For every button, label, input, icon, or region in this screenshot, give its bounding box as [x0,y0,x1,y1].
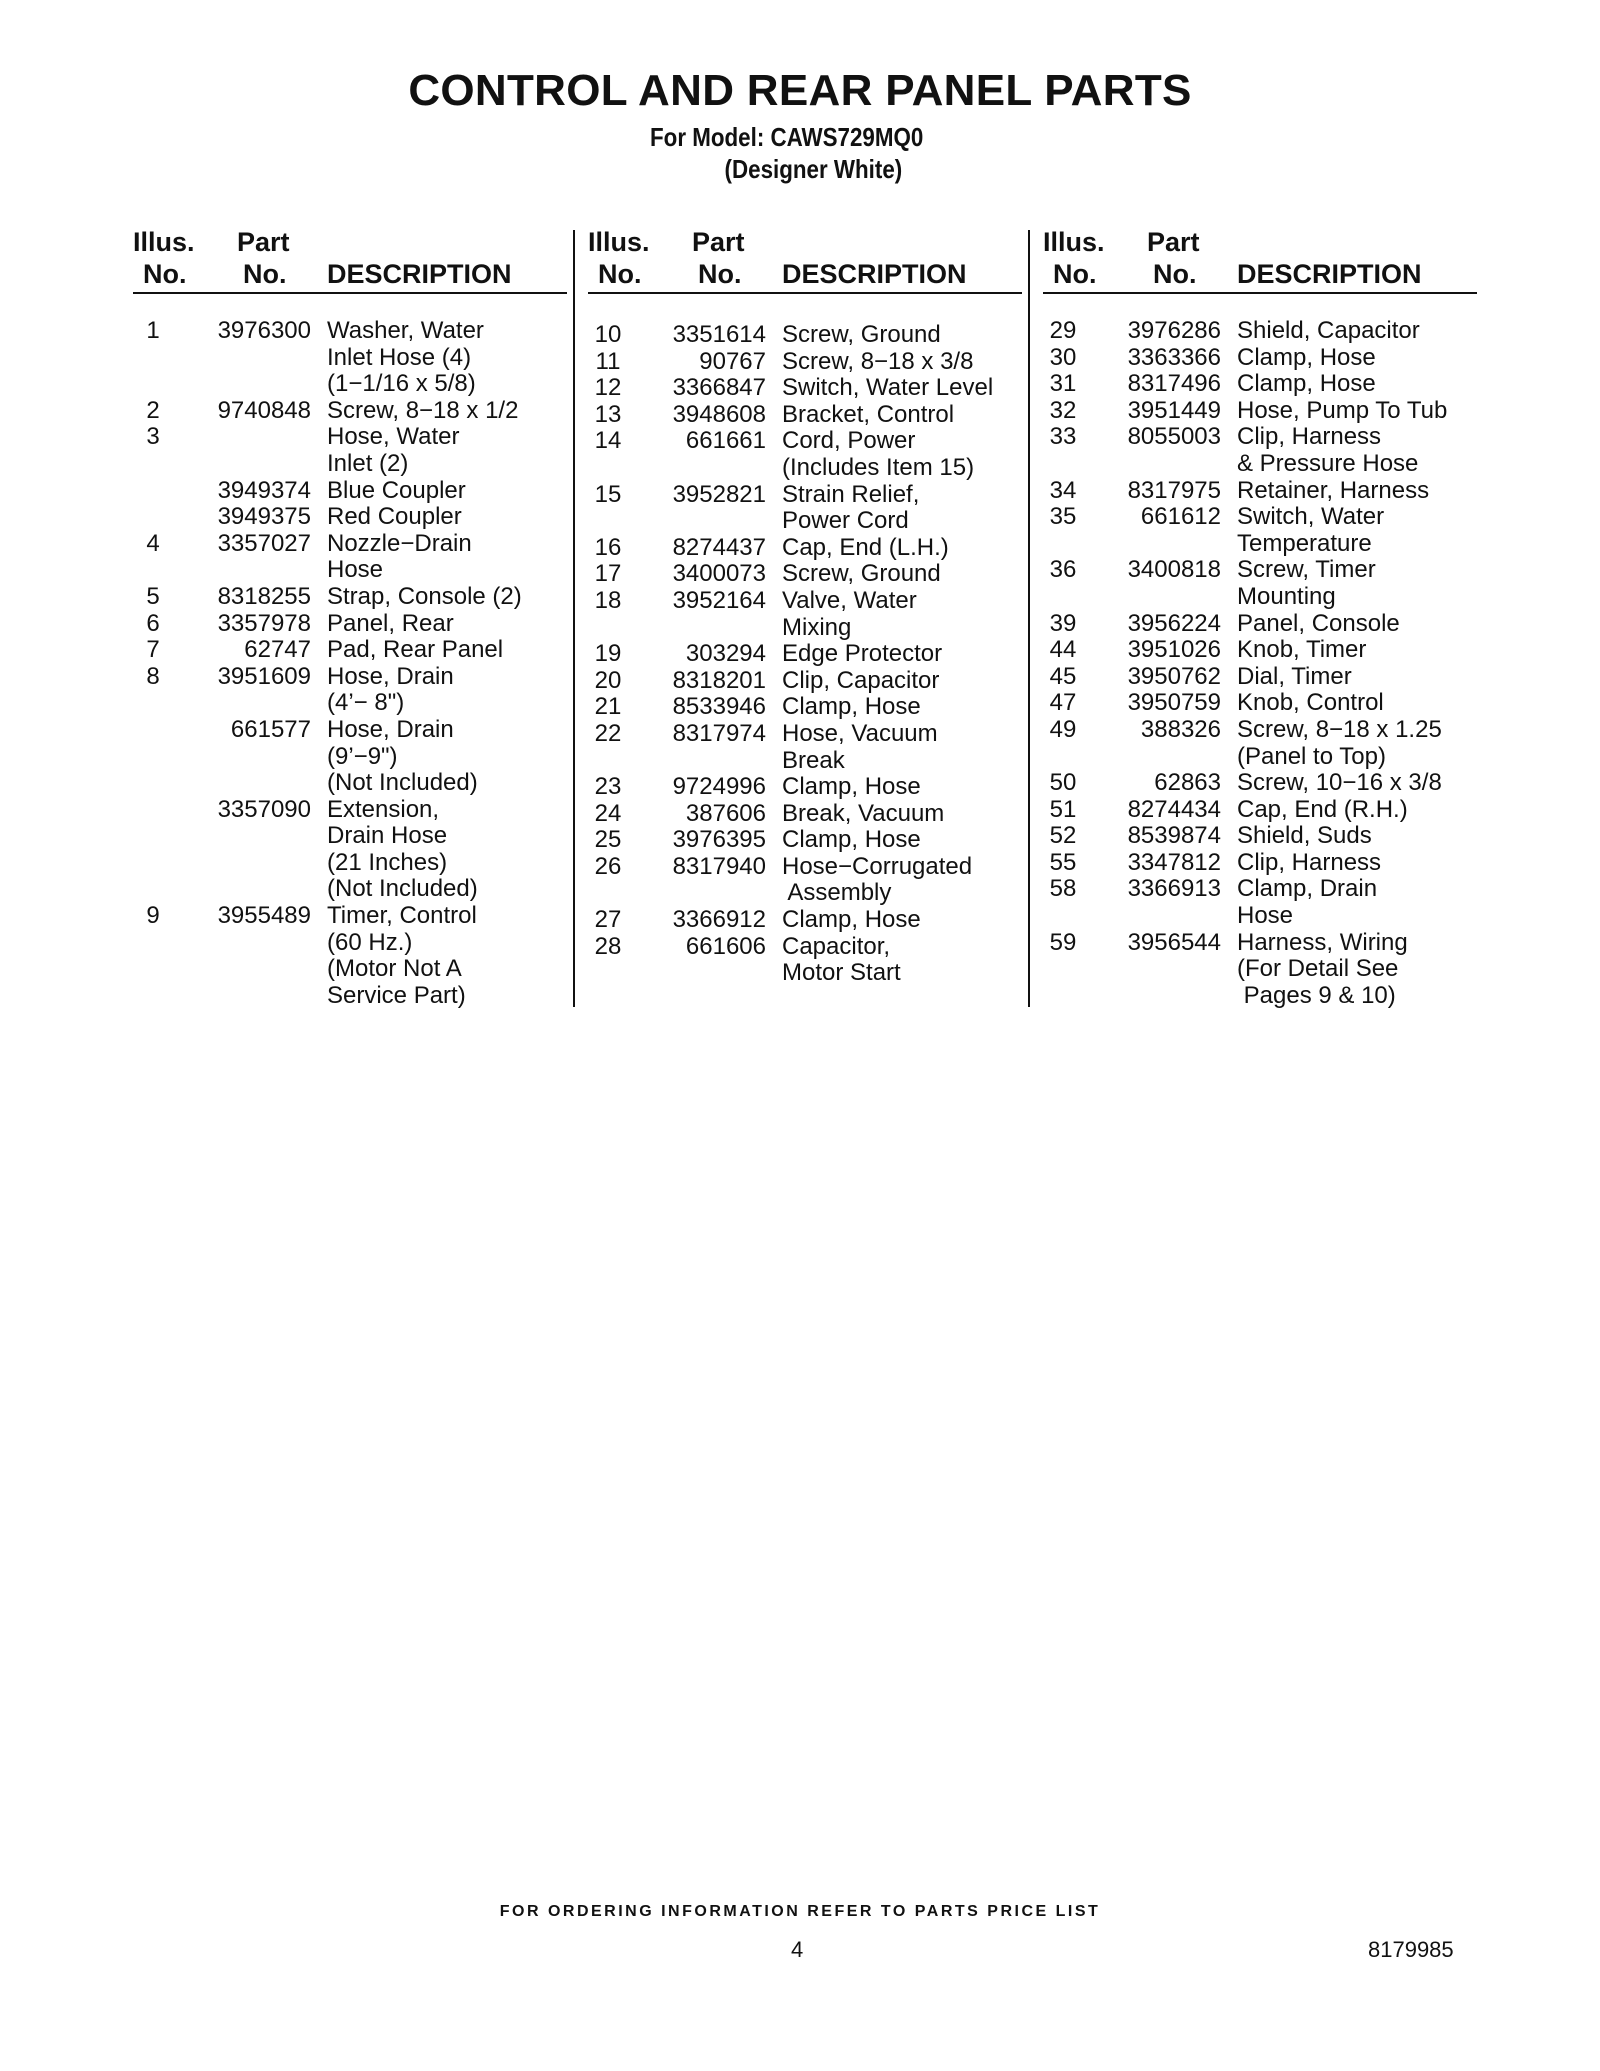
part-row [588,322,1018,349]
illus-number: 12 [594,374,622,402]
part-row [588,402,1018,429]
parts-column-2 [588,224,1018,987]
part-row [1043,930,1473,1010]
part-row [133,318,563,398]
part-description: Shield, Capacitor [1237,317,1420,344]
part-description: Retainer, Harness [1237,476,1430,504]
part-row [133,637,563,664]
part-number: 3951609 [217,662,311,690]
part-number: 3952164 [672,586,766,614]
part-row [1043,850,1473,877]
part-number: 387606 [685,799,766,827]
part-description: Valve, Water Mixing [782,586,917,641]
part-number: 62863 [1154,769,1221,797]
illus-number: 49 [1049,715,1077,743]
part-description: Panel, Console [1237,609,1400,637]
part-row [1043,690,1473,717]
part-description: Hose, Pump To Tub [1237,396,1448,424]
part-number: 661661 [685,427,766,455]
illus-number: 51 [1049,795,1077,823]
part-description: Cap, End (R.H.) [1237,795,1408,823]
illus-number: 44 [1049,636,1077,664]
part-number: 62747 [244,636,311,664]
part-number: 3357090 [217,795,311,823]
illus-number: 17 [594,560,622,588]
part-number: 3366847 [672,374,766,402]
illus-number: 52 [1049,822,1077,850]
part-number: 3951449 [1127,396,1221,424]
illus-number: 15 [594,480,622,508]
part-row [1043,876,1473,929]
part-number: 8274434 [1127,795,1221,823]
illus-number: 1 [146,317,160,344]
part-number: 3955489 [217,902,311,930]
part-number: 3949374 [217,476,311,504]
part-number: 8055003 [1127,423,1221,451]
part-number: 8274437 [672,533,766,561]
parts-column-3 [1043,224,1473,1009]
illus-number: 59 [1049,928,1077,956]
column-header [133,224,567,294]
illus-number: 18 [594,586,622,614]
part-number: 8533946 [672,693,766,721]
part-number: 8318255 [217,582,311,610]
part-number: 8539874 [1127,822,1221,850]
part-number: 3950762 [1127,662,1221,690]
part-number: 661606 [685,932,766,960]
illus-number: 5 [146,582,160,610]
ordering-footer: FOR ORDERING INFORMATION REFER TO PARTS PRICE LIST [499,1903,1101,1920]
page-title: CONTROL AND REAR PANEL PARTS [408,66,1192,115]
illus-number: 45 [1049,662,1077,690]
document-number: 8179985 [1368,1937,1454,1962]
part-row [1043,398,1473,425]
part-number: 3357978 [217,609,311,637]
part-row [1043,664,1473,691]
part-number: 3347812 [1127,848,1221,876]
illus-number: 27 [594,906,622,934]
part-row [133,531,563,584]
part-description: Nozzle−Drain Hose [327,529,472,584]
part-description: Hose, Vacuum Break [782,719,938,774]
column-header [1043,224,1477,294]
parts-rows [1043,318,1473,1009]
part-number: 661612 [1140,503,1221,531]
part-description: Timer, Control (60 Hz.) (Motor Not A Service Part) [327,902,477,1009]
part-row [1043,424,1473,477]
illus-number: 34 [1049,476,1077,504]
part-row [133,797,563,903]
part-description: Red Coupler [327,503,462,531]
illus-number: 55 [1049,848,1077,876]
part-row [1043,797,1473,824]
column-header [588,224,1022,294]
part-number: 3400818 [1127,556,1221,584]
illus-number: 8 [146,662,160,690]
part-number: 3950759 [1127,689,1221,717]
part-description: Harness, Wiring (For Detail See Pages 9 & 10) [1237,928,1408,1009]
part-row [588,482,1018,535]
part-no-header: No. [243,259,287,289]
part-number: 3366912 [672,906,766,934]
illus-number: 3 [146,423,160,451]
illus-no-header: No. [1053,259,1097,289]
illus-number: 7 [146,636,160,664]
part-number: 3976286 [1127,317,1221,344]
part-description: Hose, Drain (4’− 8") [327,662,454,717]
description-header: DESCRIPTION [1237,259,1422,289]
part-number: 8317974 [672,719,766,747]
illus-number: 25 [594,826,622,854]
part-row [588,588,1018,641]
part-row [1043,318,1473,345]
part-row [588,934,1018,987]
part-number: 3357027 [217,529,311,557]
part-description: Dial, Timer [1237,662,1352,690]
part-number: 9724996 [672,773,766,801]
illus-number: 4 [146,529,160,557]
illus-number: 23 [594,773,622,801]
part-description: Edge Protector [782,640,943,668]
illus-number: 39 [1049,609,1077,637]
illus-header: Illus. [133,227,195,257]
part-description: Clip, Harness [1237,848,1382,876]
part-row [133,478,563,505]
part-description: Clip, Harness & Pressure Hose [1237,423,1419,477]
model-line: For Model: CAWS729MQ0 [650,122,924,152]
illus-number: 2 [146,396,160,424]
illus-number: 14 [594,427,622,455]
part-description: Blue Coupler [327,476,466,504]
part-description: Screw, Ground [782,560,941,588]
part-number: 3351614 [672,321,766,348]
illus-number: 32 [1049,396,1077,424]
part-number: 661577 [230,715,311,743]
parts-rows [588,322,1018,987]
part-description: Clamp, Hose [1237,370,1376,398]
part-description: Screw, 8−18 x 1/2 [327,396,519,424]
part-description: Panel, Rear [327,609,454,637]
illus-header: Illus. [1043,227,1105,257]
part-row [1043,504,1473,557]
illus-number: 31 [1049,370,1077,398]
illus-no-header: No. [598,259,642,289]
part-row [588,641,1018,668]
part-row [133,398,563,425]
illus-number: 20 [594,666,622,694]
part-description: Clamp, Hose [782,773,921,801]
parts-rows [133,318,563,1009]
part-row [1043,557,1473,610]
part-row [588,907,1018,934]
illus-number: 21 [594,693,622,721]
part-description: Strain Relief, Power Cord [782,480,920,535]
part-number: 8317496 [1127,370,1221,398]
part-description: Switch, Water Temperature [1237,503,1385,557]
part-row [588,854,1018,907]
part-row [1043,770,1473,797]
part-description: Screw, Timer Mounting [1237,556,1376,610]
part-number: 3956224 [1127,609,1221,637]
part-row [133,611,563,638]
part-description: Switch, Water Level [782,374,994,402]
part-row [588,428,1018,481]
part-description: Knob, Control [1237,689,1384,717]
part-row [588,349,1018,376]
part-description: Washer, Water Inlet Hose (4) (1−1/16 x 5/8) [327,317,484,398]
part-number: 8317940 [672,852,766,880]
part-row [588,774,1018,801]
part-number: 3366913 [1127,875,1221,903]
part-description: Clamp, Hose [1237,343,1376,371]
part-row [588,668,1018,695]
part-number: 3951026 [1127,636,1221,664]
part-row [133,424,563,477]
part-description: Clamp, Hose [782,693,921,721]
part-row [133,717,563,797]
part-description: Capacitor, Motor Start [782,932,901,987]
part-number: 3956544 [1127,928,1221,956]
illus-number: 30 [1049,343,1077,371]
illus-no-header: No. [143,259,187,289]
part-row [588,694,1018,721]
part-row [588,535,1018,562]
part-description: Break, Vacuum [782,799,945,827]
illus-number: 33 [1049,423,1077,451]
description-header: DESCRIPTION [782,259,967,289]
part-number: 90767 [699,347,766,375]
part-description: Hose−Corrugated Assembly [782,852,973,907]
part-no-header: No. [1153,259,1197,289]
illus-number: 22 [594,719,622,747]
part-row [588,801,1018,828]
part-row [588,375,1018,402]
part-row [1043,637,1473,664]
part-number: 3976300 [217,317,311,344]
illus-number: 24 [594,799,622,827]
illus-number: 28 [594,932,622,960]
part-number: 8318201 [672,666,766,694]
part-description: Screw, 8−18 x 1.25 (Panel to Top) [1237,715,1442,770]
part-no-header: No. [698,259,742,289]
illus-number: 36 [1049,556,1077,584]
part-description: Clip, Capacitor [782,666,940,694]
part-description: Hose, Drain (9’−9") (Not Included) [327,715,478,797]
illus-number: 26 [594,852,622,880]
part-row [1043,717,1473,770]
part-description: Cord, Power (Includes Item 15) [782,427,975,481]
part-description: Screw, 10−16 x 3/8 [1237,769,1442,797]
illus-number: 58 [1049,875,1077,903]
part-header: Part [692,227,745,257]
part-row [588,827,1018,854]
part-number: 303294 [685,640,766,668]
illus-number: 6 [146,609,160,637]
part-description: Clamp, Hose [782,826,921,854]
part-row [1043,823,1473,850]
part-description: Clamp, Hose [782,906,921,934]
part-description: Screw, Ground [782,321,941,348]
illus-number: 50 [1049,769,1077,797]
part-number: 3948608 [672,400,766,428]
part-row [133,504,563,531]
column-divider-1 [573,230,575,1007]
part-number: 8317975 [1127,476,1221,504]
part-number: 388326 [1140,715,1221,743]
illus-header: Illus. [588,227,650,257]
illus-number: 9 [146,902,160,930]
part-description: Clamp, Drain Hose [1237,875,1378,930]
illus-number: 47 [1049,689,1077,717]
part-row [133,584,563,611]
column-divider-2 [1028,230,1030,1007]
parts-column-1 [133,224,563,1009]
page-number: 4 [791,1937,804,1962]
model-subtitle [650,121,923,185]
illus-number: 29 [1049,317,1077,344]
part-description: Pad, Rear Panel [327,636,504,664]
part-description: Screw, 8−18 x 3/8 [782,347,974,375]
illus-number: 11 [595,347,621,375]
color-line: (Designer White) [650,154,903,184]
illus-number: 16 [594,533,622,561]
part-header: Part [1147,227,1200,257]
part-number: 3949375 [217,503,311,531]
description-header: DESCRIPTION [327,259,512,289]
part-row [588,721,1018,774]
illus-number: 35 [1049,503,1077,531]
part-description: Hose, Water Inlet (2) [327,423,460,477]
illus-number: 19 [594,640,622,668]
part-description: Extension, Drain Hose (21 Inches) (Not Included) [327,795,478,903]
part-number: 3976395 [672,826,766,854]
part-description: Strap, Console (2) [327,582,522,610]
illus-number: 13 [594,400,622,428]
part-number: 3363366 [1127,343,1221,371]
part-description: Cap, End (L.H.) [782,533,949,561]
part-row [1043,371,1473,398]
part-row [1043,478,1473,505]
part-description: Bracket, Control [782,400,955,428]
part-row [133,903,563,1009]
part-number: 3952821 [672,480,766,508]
part-number: 9740848 [217,396,311,424]
illus-number: 10 [594,321,622,348]
part-row [133,664,563,717]
part-row [588,561,1018,588]
part-header: Part [237,227,290,257]
part-description: Knob, Timer [1237,636,1367,664]
part-row [1043,611,1473,638]
part-row [1043,345,1473,372]
part-number: 3400073 [672,560,766,588]
part-description: Shield, Suds [1237,822,1372,850]
